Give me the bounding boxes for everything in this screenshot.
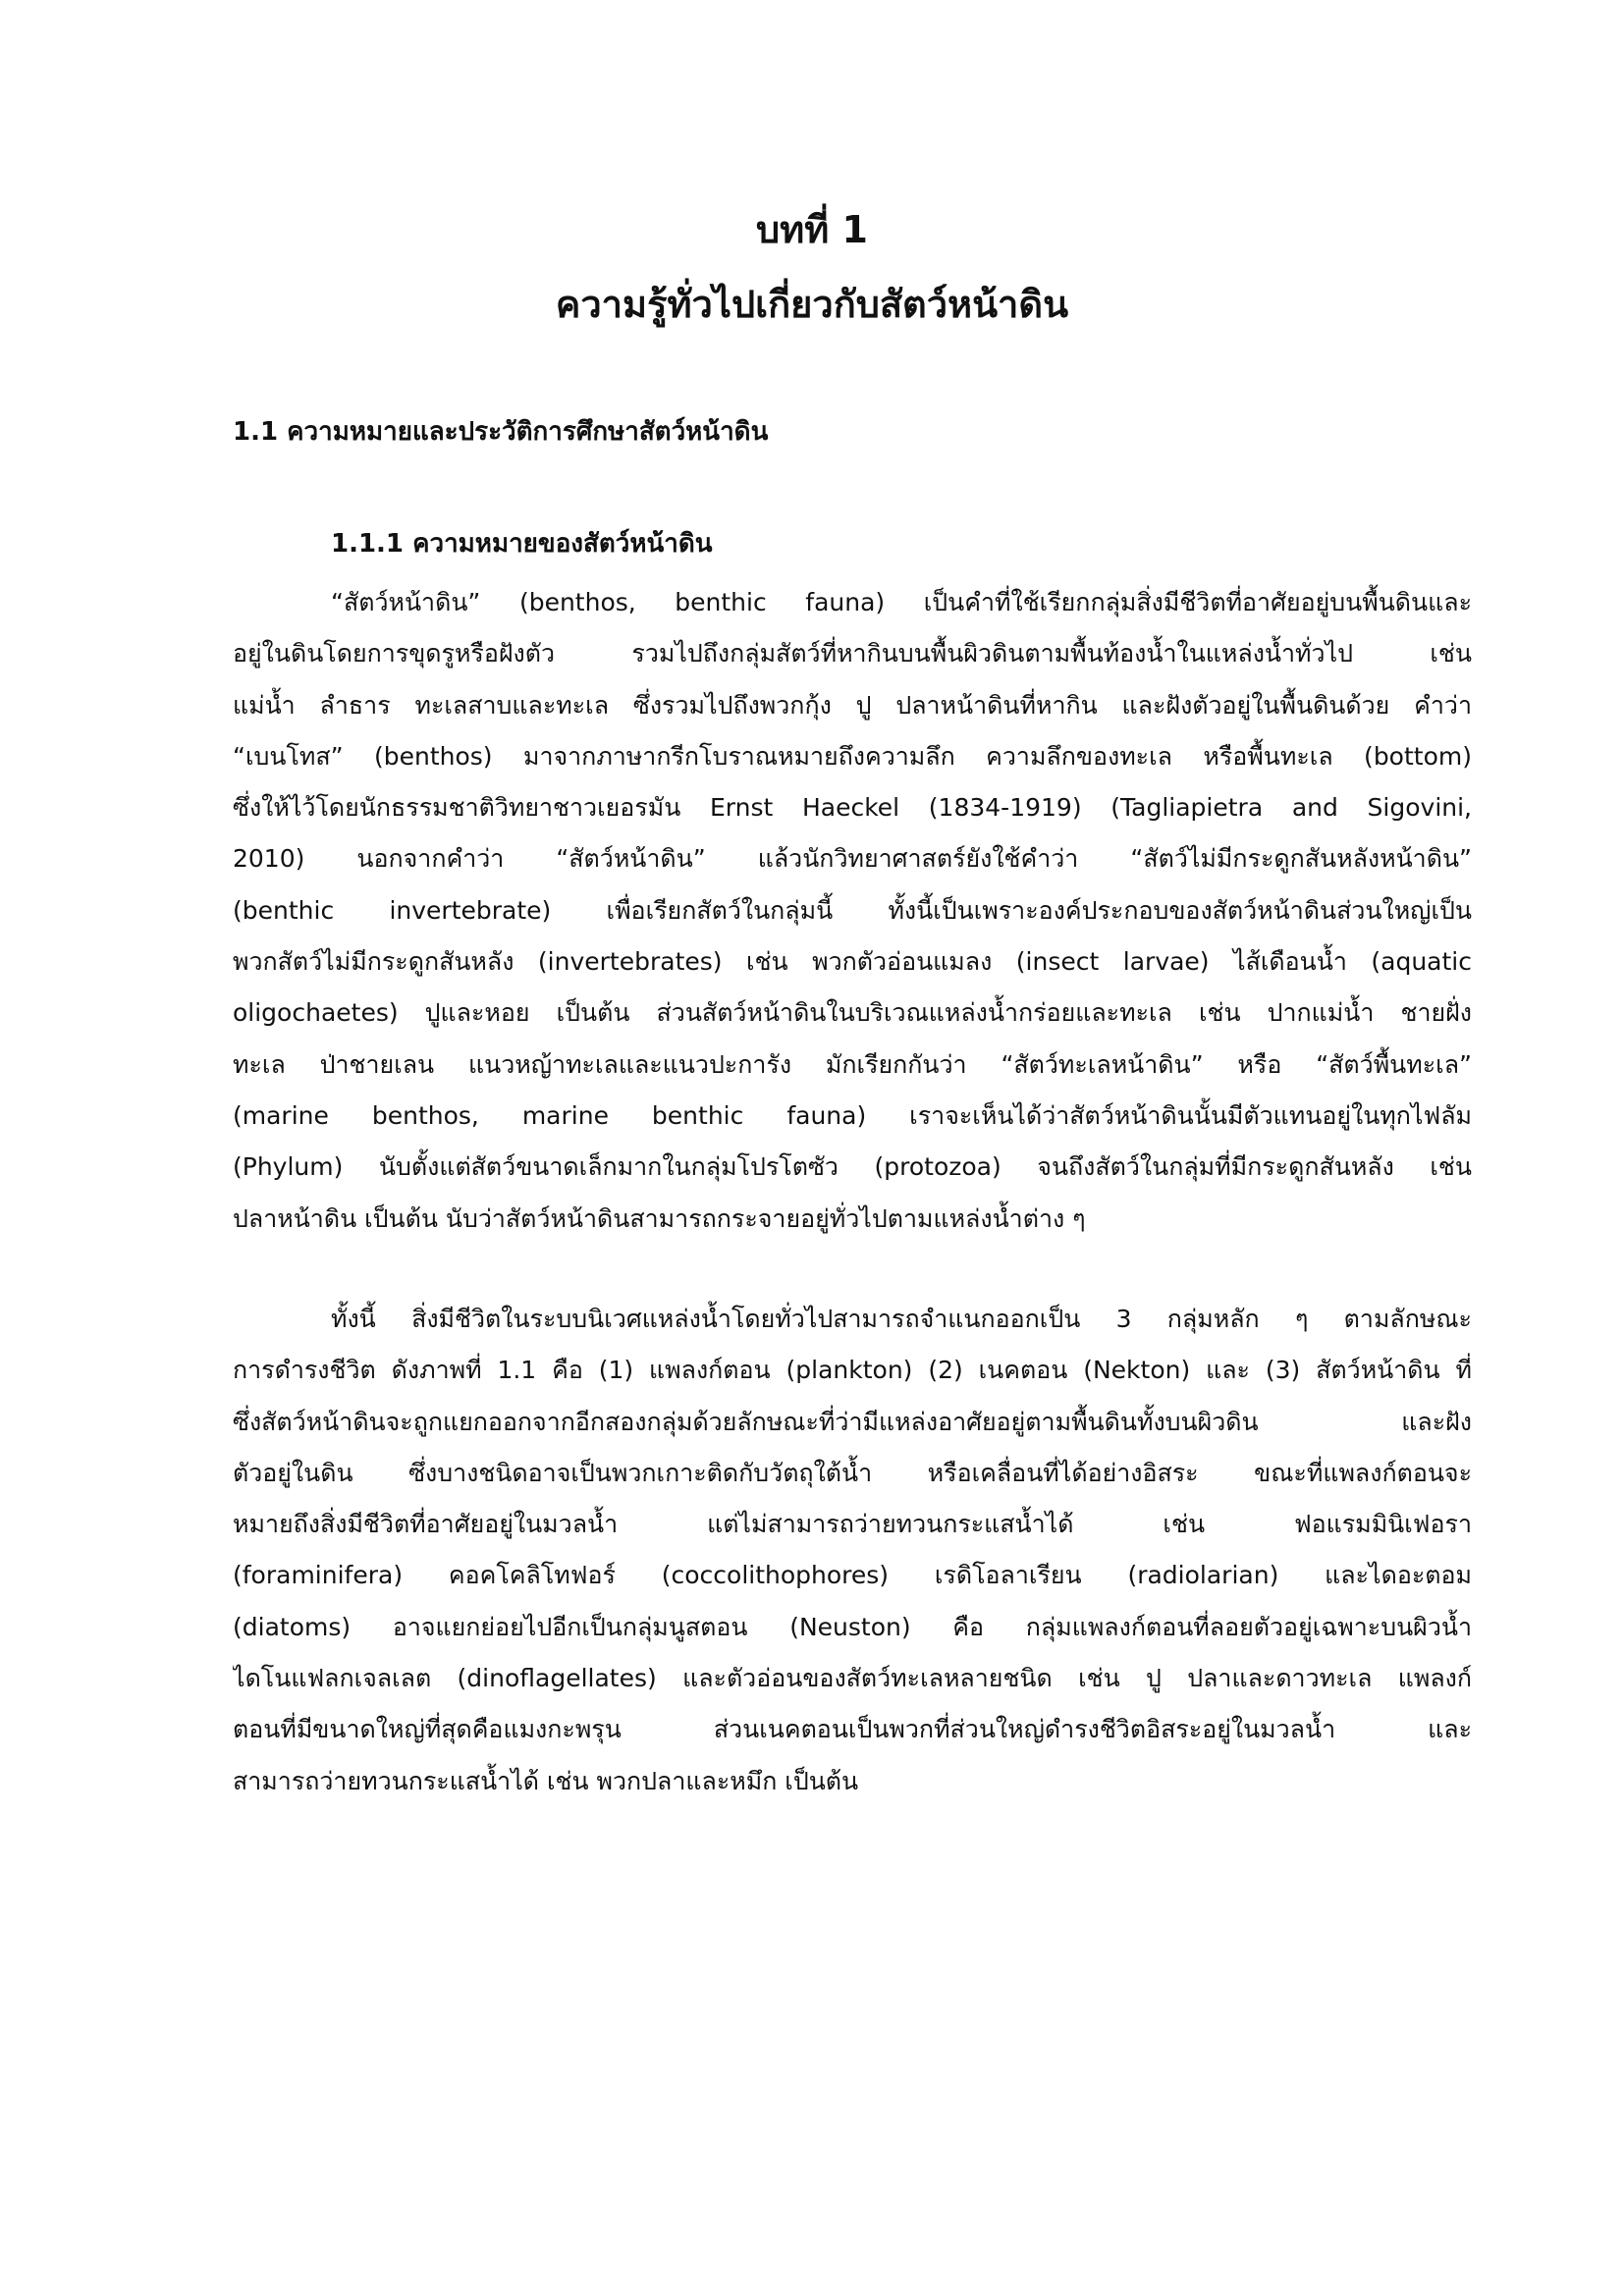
chapter-number: บทที่ 1 <box>756 208 868 251</box>
paragraph-line: ซึ่งสัตว์หน้าดินจะถูกแยกออกจากอีกสองกลุ่มด้วยลักษณะที่ว่ามีแหล่งอาศัยอยู่ตามพื้นดินทั้งบนผิวดิน และฝัง <box>233 1407 1472 1436</box>
paragraph-line: (benthic invertebrate) เพื่อเรียกสัตว์ในกลุ่มนี้ ทั้งนี้เป็นเพราะองค์ประกอบของสัตว์หน้าดินส่วนใหญ่เป็น <box>233 895 1472 925</box>
paragraph-aquatic-groups <box>233 1294 1472 1807</box>
paragraph-line: “สัตว์หน้าดิน” (benthos, benthic fauna) เป็นคำที่ใช้เรียกกลุ่มสิ่งมีชีวิตที่อาศัยอยู่บนพื้นดินและ <box>331 588 1472 616</box>
section-heading: 1.1 ความหมายและประวัติการศึกษาสัตว์หน้าดิน <box>233 417 769 447</box>
paragraph-line: ตัวอยู่ในดิน ซึ่งบางชนิดอาจเป็นพวกเกาะติดกับวัตถุใต้น้ำ หรือเคลื่อนที่ได้อย่างอิสระ ขณะที่แพลงก์ตอนจะ <box>233 1458 1472 1487</box>
paragraph-line: ปลาหน้าดิน เป็นต้น นับว่าสัตว์หน้าดินสามารถกระจายอยู่ทั่วไปตามแหล่งน้ำต่าง ๆ <box>233 1203 1086 1233</box>
paragraph-line: (diatoms) อาจแยกย่อยไปอีกเป็นกลุ่มนูสตอน (Neuston) คือ กลุ่มแพลงก์ตอนที่ลอยตัวอยู่เฉพาะบนผิวน้ำ <box>233 1612 1472 1641</box>
paragraph-line: “เบนโทส” (benthos) มาจากภาษากรีกโบราณหมายถึงความลึก ความลึกของทะเล หรือพื้นทะเล (bottom) <box>233 741 1472 771</box>
chapter-title: ความรู้ทั่วไปเกี่ยวกับสัตว์หน้าดิน <box>555 283 1069 326</box>
paragraph-line: การดำรงชีวิต ดังภาพที่ 1.1 คือ (1) แพลงก์ตอน (plankton) (2) เนคตอน (Nekton) และ (3) สัตว์หน้าดิน ที่ <box>233 1356 1472 1385</box>
paragraph-line: (foraminifera) คอคโคลิโทฟอร์ (coccolithophores) เรดิโอลาเรียน (radiolarian) และไดอะตอม <box>233 1561 1472 1590</box>
paragraph-line: 2010) นอกจากคำว่า “สัตว์หน้าดิน” แล้วนักวิทยาศาสตร์ยังใช้คำว่า “สัตว์ไม่มีกระดูกสันหลังหน้าดิน” <box>233 844 1472 874</box>
paragraph-line: แม่น้ำ ลำธาร ทะเลสาบและทะเล ซึ่งรวมไปถึงพวกกุ้ง ปู ปลาหน้าดินที่หากิน และฝังตัวอยู่ในพื้นดินด้วย คำว่า <box>233 690 1472 720</box>
paragraph-line: oligochaetes) ปูและหอย เป็นต้น ส่วนสัตว์หน้าดินในบริเวณแหล่งน้ำกร่อยและทะเล เช่น ปากแม่น้ำ ชายฝั่ง <box>233 998 1472 1028</box>
paragraph-line: หมายถึงสิ่งมีชีวิตที่อาศัยอยู่ในมวลน้ำ แต่ไม่สามารถว่ายทวนกระแสน้ำได้ เช่น ฟอแรมมินิเฟอรา <box>233 1510 1472 1539</box>
paragraph-line: สามารถว่ายทวนกระแสน้ำได้ เช่น พวกปลาและหมึก เป็นต้น <box>233 1766 859 1795</box>
paragraph-line: ไดโนแฟลกเจลเลต (dinoflagellates) และตัวอ่อนของสัตว์ทะเลหลายชนิด เช่น ปู ปลาและดาวทะเล แพลงก์ <box>233 1664 1472 1693</box>
paragraph-line: ทะเล ป่าชายเลน แนวหญ้าทะเลและแนวปะการัง มักเรียกกันว่า “สัตว์ทะเลหน้าดิน” หรือ “สัตว์พื้นทะเล” <box>233 1049 1472 1079</box>
paragraph-line: ทั้งนี้ สิ่งมีชีวิตในระบบนิเวศแหล่งน้ำโดยทั่วไปสามารถจำแนกออกเป็น 3 กลุ่มหลัก ๆ ตามลักษณะ <box>331 1305 1472 1333</box>
paragraph-line: ตอนที่มีขนาดใหญ่ที่สุดคือแมงกะพรุน ส่วนเนคตอนเป็นพวกที่ส่วนใหญ่ดำรงชีวิตอิสระอยู่ในมวลน้ำ และ <box>233 1715 1472 1744</box>
paragraph-line: (marine benthos, marine benthic fauna) เราจะเห็นได้ว่าสัตว์หน้าดินนั้นมีตัวแทนอยู่ในทุกไฟลัม <box>233 1100 1472 1130</box>
subsection-heading: 1.1.1 ความหมายของสัตว์หน้าดิน <box>331 529 713 559</box>
paragraph-line: ซึ่งให้ไว้โดยนักธรรมชาติวิทยาชาวเยอรมัน Ernst Haeckel (1834-1919) (Tagliapietra and Sigovini, <box>233 793 1472 823</box>
paragraph-line: (Phylum) นับตั้งแต่สัตว์ขนาดเล็กมากในกลุ่มโปรโตซัว (protozoa) จนถึงสัตว์ในกลุ่มที่มีกระดูกสันหลัง เช่น <box>233 1152 1472 1182</box>
paragraph-line: พวกสัตว์ไม่มีกระดูกสันหลัง (invertebrates) เช่น พวกตัวอ่อนแมลง (insect larvae) ไส้เดือนน้ำ (aquatic <box>233 947 1472 977</box>
paragraph-benthos-definition <box>233 577 1472 1245</box>
paragraph-line: อยู่ในดินโดยการขุดรูหรือฝังตัว รวมไปถึงกลุ่มสัตว์ที่หากินบนพื้นผิวดินตามพื้นท้องน้ำในแหล่งน้ำทั่วไป เช่น <box>233 639 1472 668</box>
